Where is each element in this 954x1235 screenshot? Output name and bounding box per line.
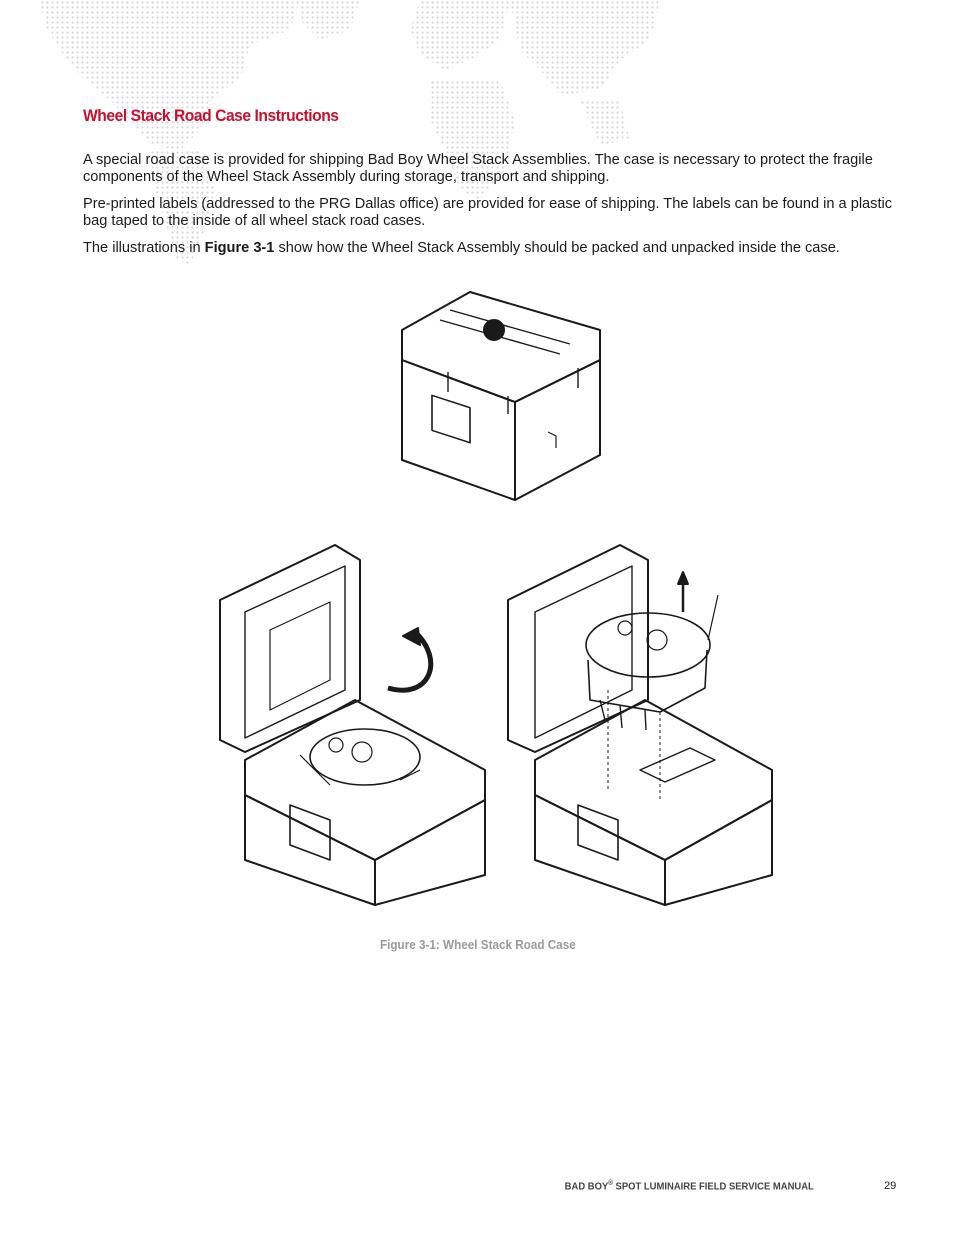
page-number: 29 bbox=[884, 1180, 897, 1192]
para3-suffix: show how the Wheel Stack Assembly should be packed and unpacked inside the case. bbox=[274, 240, 840, 256]
open-road-case-unpacking bbox=[508, 545, 772, 905]
paragraph-road-case: A special road case is provided for shipping Bad Boy Wheel Stack Assemblies. The case is necessary to protect the fragile components of the Wheel Stack Assembly during storage, transport and shipping. bbox=[83, 152, 873, 185]
section-heading: Wheel Stack Road Case Instructions bbox=[83, 106, 339, 125]
figure-reference: Figure 3-1 bbox=[204, 240, 275, 256]
close-lid-arrowhead bbox=[403, 628, 420, 645]
close-lid-arrow bbox=[388, 632, 431, 690]
open-road-case-packing bbox=[220, 545, 485, 905]
prg-logo-icon bbox=[484, 320, 504, 340]
manual-title-prefix: BAD BOY bbox=[564, 1180, 609, 1193]
figure-caption: Figure 3-1: Wheel Stack Road Case bbox=[380, 937, 576, 952]
lift-up-arrowhead bbox=[678, 572, 688, 584]
manual-title-suffix: SPOT LUMINAIRE FIELD SERVICE MANUAL bbox=[613, 1180, 814, 1193]
paragraph-labels: Pre-printed labels (addressed to the PRG Dallas office) are provided for ease of shipping. The labels can be found in a plastic bag taped to the inside of all wheel stack road cases. bbox=[83, 196, 893, 229]
registered-mark: ® bbox=[608, 1180, 614, 1187]
para3-prefix: The illustrations in bbox=[83, 240, 205, 256]
